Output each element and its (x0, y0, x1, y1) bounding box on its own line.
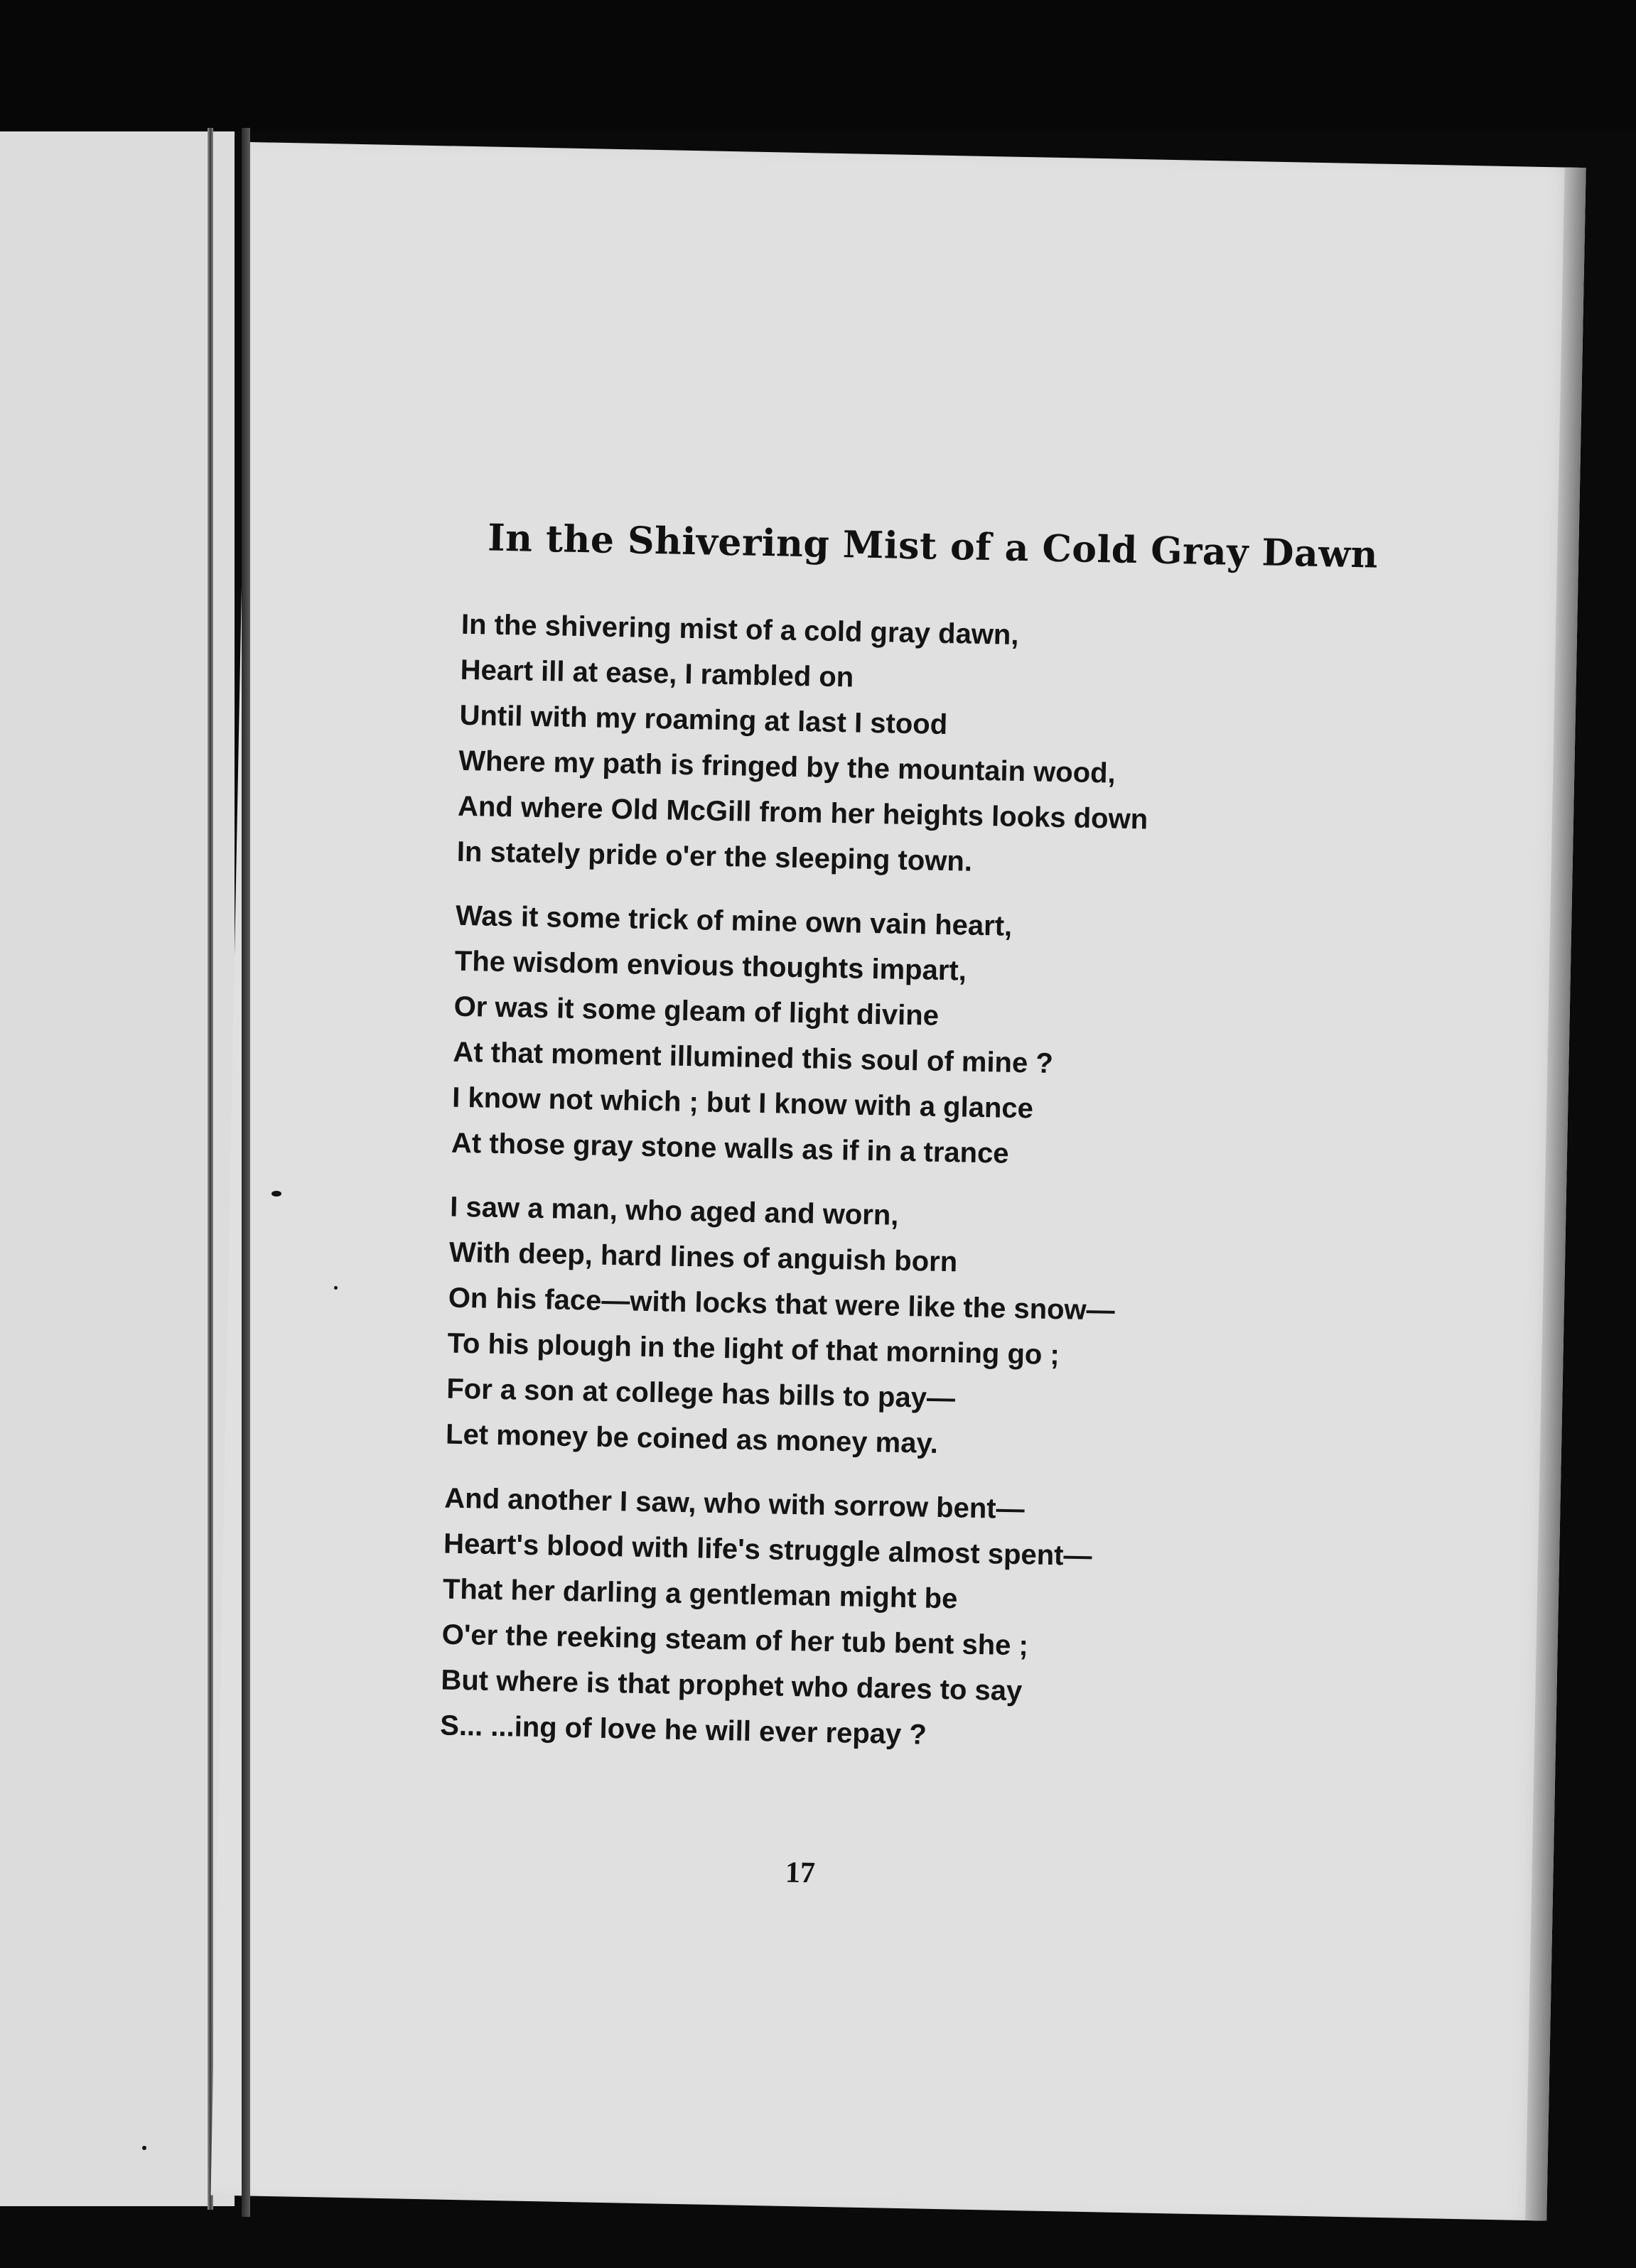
poem-line: But where is that prophet who dares to say (441, 1664, 1023, 1707)
page-number: 17 (785, 1856, 816, 1890)
poem-line: I know not which ; but I know with a glance (451, 1081, 1034, 1125)
poem-line: Was it some trick of mine own vain heart, (455, 900, 1013, 942)
poem-stanza (440, 1476, 1440, 1768)
scan-speck (271, 1191, 281, 1197)
right-page (211, 142, 1586, 2221)
poem-line: Until with my roaming at last I stood (459, 699, 948, 740)
poem-line: That her darling a gentleman might be (442, 1573, 958, 1615)
poem-line: With deep, hard lines of anguish born (448, 1236, 958, 1278)
poem-line: The wisdom envious thoughts impart, (454, 945, 967, 987)
poem-body (440, 602, 1457, 1768)
poem-line: Or was it some gleam of light divine (453, 990, 940, 1032)
left-facing-page (0, 131, 235, 2206)
poem-line: Heart ill at ease, I rambled on (460, 654, 854, 693)
poem-line: For a son at college has bills to pay— (446, 1373, 956, 1415)
poem-line: Heart's blood with life's struggle almost spent— (443, 1528, 1092, 1572)
poem-line: At that moment illumined this soul of mine ? (453, 1036, 1054, 1079)
poem-line: And another I saw, who with sorrow bent— (443, 1482, 1026, 1526)
left-page-edge (208, 128, 213, 2210)
poem-line: On his face—with locks that were like the snow— (448, 1282, 1116, 1327)
poem-line: I saw a man, who aged and worn, (449, 1191, 899, 1231)
scan-speck (142, 2146, 146, 2150)
poem-line: Where my path is fringed by the mountain wood, (458, 745, 1116, 789)
poem-title: In the Shivering Mist of a Cold Gray Dawn (487, 516, 1379, 577)
poem-line: S... ...ing of love he will ever repay ? (439, 1710, 927, 1751)
poem-line: In stately pride o'er the sleeping town. (456, 836, 973, 878)
scan-speck (334, 1286, 338, 1290)
poem-stanza (456, 602, 1456, 894)
poem-line: At those gray stone walls as if in a trance (451, 1127, 1009, 1170)
poem-line: To his plough in the light of that morning go ; (447, 1327, 1060, 1371)
poem-stanza (446, 1184, 1446, 1476)
poem-stanza (451, 893, 1451, 1185)
poem-line: In the shivering mist of a cold gray dawn, (461, 608, 1019, 651)
poem-text-block (439, 516, 1458, 1786)
poem-line: Let money be coined as money may. (445, 1418, 939, 1459)
poem-line: O'er the reeking steam of her tub bent she ; (441, 1619, 1029, 1662)
scan-dark-border (0, 0, 1636, 131)
poem-line: And where Old McGill from her heights looks down (457, 790, 1148, 836)
book-gutter (242, 128, 250, 2217)
